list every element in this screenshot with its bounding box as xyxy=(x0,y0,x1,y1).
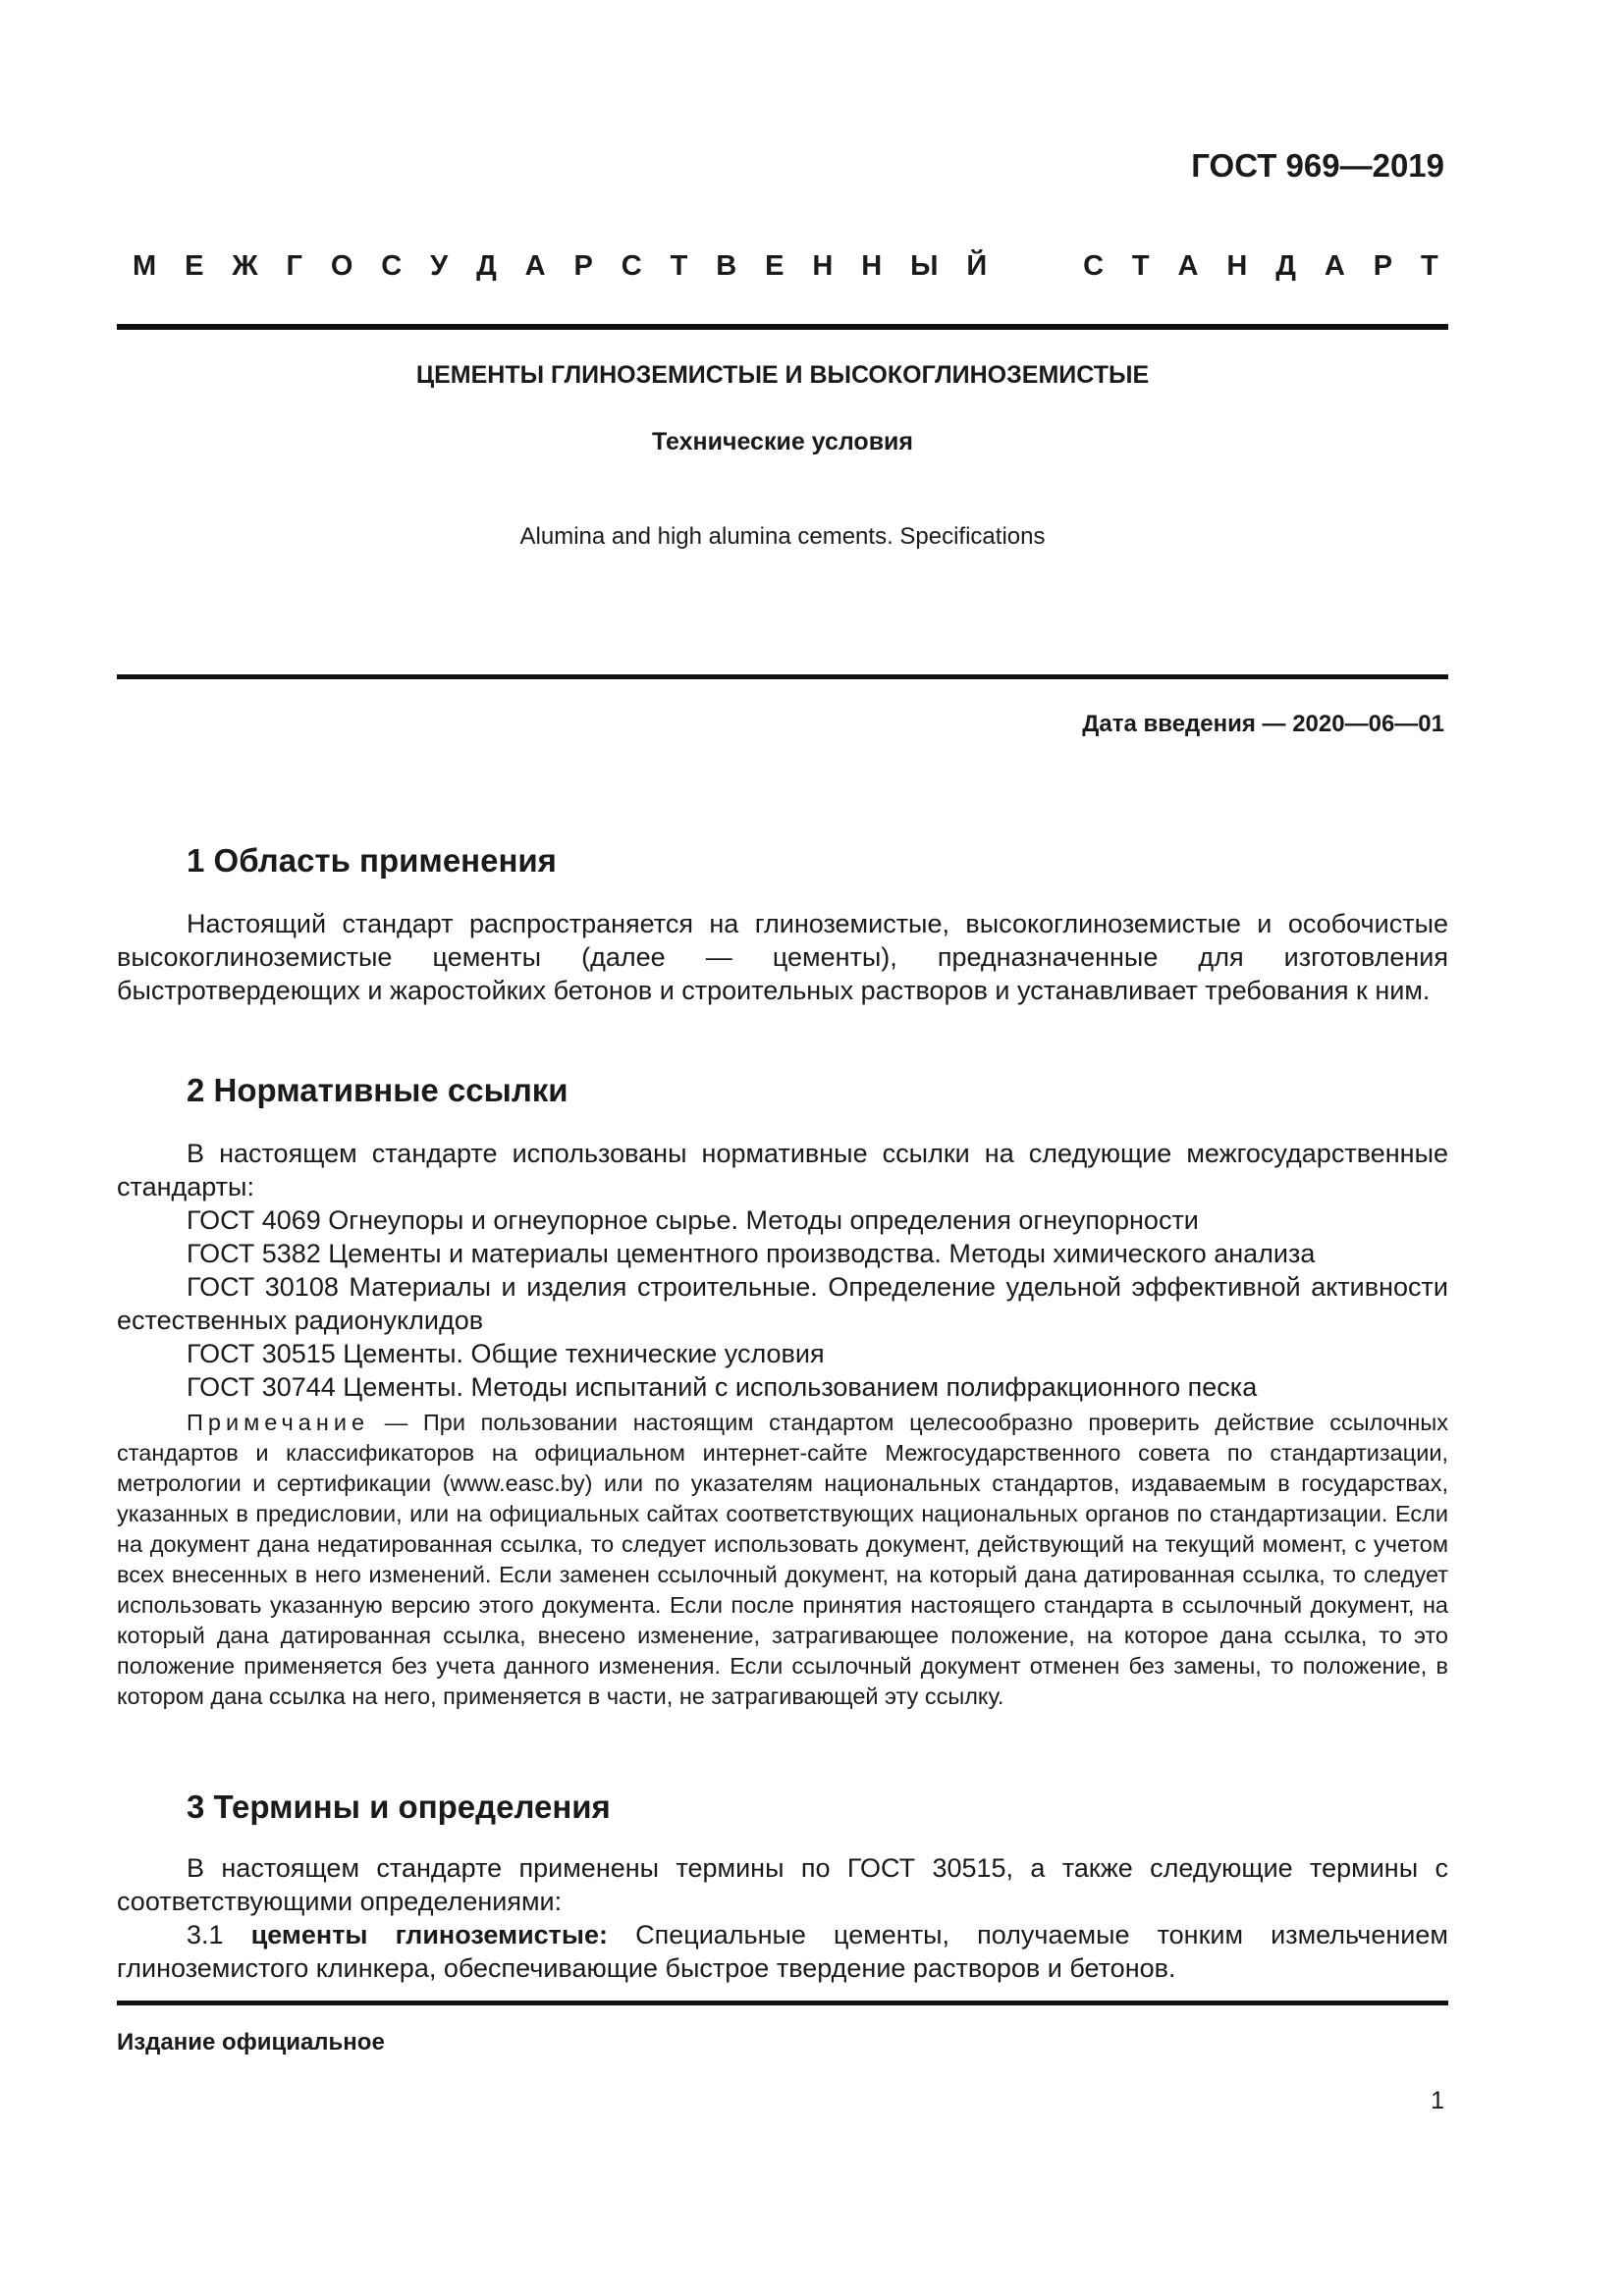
note-label: Примечание xyxy=(187,1410,370,1435)
section-3-body xyxy=(117,1851,1448,1985)
footer-rule xyxy=(117,2001,1448,2005)
reference-item: ГОСТ 30744 Цементы. Методы испытаний с использованием полифракционного песка xyxy=(187,1372,1258,1402)
spaced-letter: Ж xyxy=(232,250,258,282)
term-name: цементы глиноземистые: xyxy=(250,1920,608,1949)
spaced-letter: Д xyxy=(1275,250,1296,282)
spaced-letter: О xyxy=(330,250,353,282)
section-2-body xyxy=(117,1137,1448,1404)
reference-item: ГОСТ 30108 Материалы и изделия строительные. Определение удельной эффективной активности естественных радионуклидов xyxy=(117,1272,1448,1335)
edition-label: Издание официальное xyxy=(117,2029,385,2056)
section-1-body xyxy=(117,907,1448,1007)
spaced-letter: В xyxy=(716,250,737,282)
reference-item: ГОСТ 30515 Цементы. Общие технические условия xyxy=(187,1339,825,1368)
document-title: ЦЕМЕНТЫ ГЛИНОЗЕМИСТЫЕ И ВЫСОКОГЛИНОЗЕМИСТЫЕ xyxy=(415,361,1150,389)
section-2-heading: 2 Нормативные ссылки xyxy=(187,1072,568,1108)
page-number: 1 xyxy=(1431,2087,1444,2114)
term-3-1 xyxy=(117,1918,1448,1985)
spaced-letter: А xyxy=(524,250,546,282)
section-1-paragraph: Настоящий стандарт распространяется на глиноземистые, высокоглиноземистые и особочистые высокоглиноземистые цементы (далее — цементы), предназначенные для изготовления быстротвердеющих и жаростойких бетонов и строительных растворов и устанавливает требования к ним. xyxy=(117,909,1448,1005)
section-3-intro: В настоящем стандарте применены термины по ГОСТ 30515, а также следующие термины с соответствующими определениями: xyxy=(117,1853,1448,1916)
spaced-letter: С xyxy=(1083,250,1105,282)
spaced-letter: Е xyxy=(765,250,785,282)
term-definition: Специальные цементы, получаемые тонким измельчением глиноземистого клинкера, обеспечивающие быстрое твердение растворов и бетонов. xyxy=(117,1920,1448,1983)
spaced-letter: Т xyxy=(670,250,688,282)
reference-item: ГОСТ 5382 Цементы и материалы цементного производства. Методы химического анализа xyxy=(187,1239,1316,1268)
spaced-letter: Г xyxy=(286,250,302,282)
standard-code: ГОСТ 969—2019 xyxy=(1191,147,1444,184)
term-number: 3.1 xyxy=(187,1920,224,1949)
spaced-letter: М xyxy=(133,250,157,282)
spaced-letter: Р xyxy=(1373,250,1393,282)
spaced-letter: У xyxy=(430,250,449,282)
spaced-letter: С xyxy=(381,250,403,282)
spaced-letter: А xyxy=(1177,250,1199,282)
spaced-letter: Д xyxy=(476,250,497,282)
reference-item: ГОСТ 4069 Огнеупоры и огнеупорное сырье. Методы определения огнеупорности xyxy=(187,1205,1199,1235)
spaced-letter: Н xyxy=(861,250,883,282)
note-text: — При пользовании настоящим стандартом целесообразно проверить действие ссылочных стандартов и классификаторов на официальном интернет-сайте Межгосударственного совета по стандартизации, метрологии и сертификации (www.easc.by) или по указателям национальных стандартов, издаваемым в государствах, указанных в предисловии, или на официальных сайтах соответствующих национальных органов по стандартизации. Если на документ дана недатированная ссылка, то следует использовать документ, действующий на текущий момент, с учетом всех внесенных в него изменений. Если заменен ссылочный документ, на который дана датированная ссылка, то следует использовать указанную версию этого документа. Если после принятия настоящего стандарта в ссылочный документ, на который дана датированная ссылка, внесено изменение, затрагивающее положение, на которое дана ссылка, то это положение применяется без учета данного изменения. Если ссылочный документ отменен без замены, то положение, в котором дана ссылка на него, применяется в части, не затрагивающей эту ссылку. xyxy=(117,1410,1448,1709)
introduction-date: Дата введения — 2020—06—01 xyxy=(1082,711,1444,737)
spaced-letter: Т xyxy=(1420,250,1438,282)
spaced-letter: Т xyxy=(1131,250,1150,282)
standard-type-heading xyxy=(133,250,1438,283)
spaced-letter: Ы xyxy=(910,250,939,282)
english-title: Alumina and high alumina cements. Specifications xyxy=(519,523,1046,550)
title-rule xyxy=(117,674,1448,679)
spaced-letter: Е xyxy=(185,250,204,282)
section-3-heading: 3 Термины и определения xyxy=(187,1789,611,1825)
spaced-letter: С xyxy=(621,250,642,282)
spaced-letter: Н xyxy=(1226,250,1248,282)
spaced-letter: Й xyxy=(966,250,988,282)
document-subtitle: Технические условия xyxy=(651,428,914,455)
spaced-letter: Р xyxy=(573,250,593,282)
note-block xyxy=(117,1408,1448,1712)
section-2-intro: В настоящем стандарте использованы нормативные ссылки на следующие межгосударственные стандарты: xyxy=(117,1139,1448,1201)
standard-type-text xyxy=(133,250,1438,283)
top-rule xyxy=(117,324,1448,330)
spaced-letter: А xyxy=(1324,250,1345,282)
spaced-letter: Н xyxy=(812,250,834,282)
spaced-letter xyxy=(1015,250,1055,283)
section-1-heading: 1 Область применения xyxy=(187,842,557,879)
